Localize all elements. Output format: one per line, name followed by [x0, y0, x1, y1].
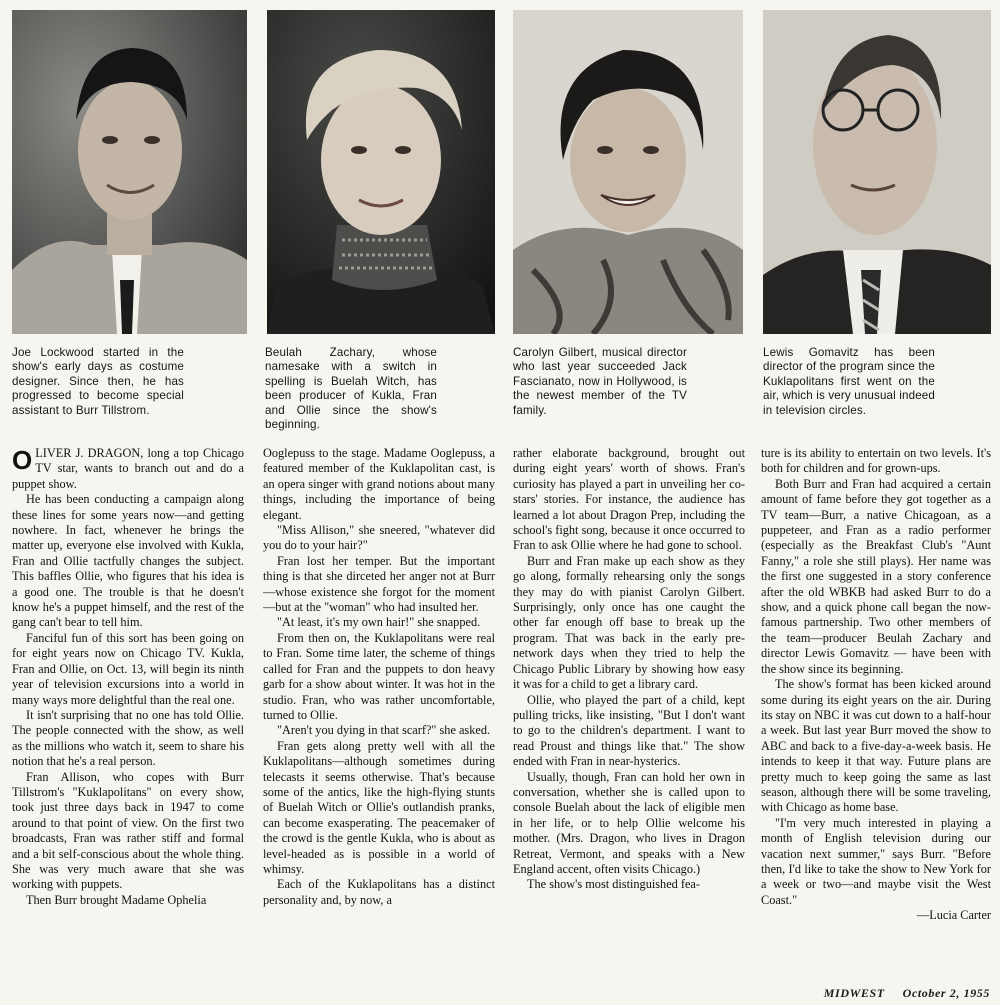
article-paragraph: "Miss Allison," she sneered, "whatever did you do to your hair?" [263, 523, 495, 553]
footer-section-name: MIDWEST [823, 986, 885, 1000]
article-paragraph: "I'm very much interested in playing a month of English television during our vacation next summer," says Burr. "Before then, I'd like to take the show to New York for a week or two—and maybe visit the West Coast." [761, 815, 991, 907]
article-column-4 [761, 446, 991, 981]
page-footer [806, 986, 990, 1001]
article-paragraph: Usually, though, Fran can hold her own in conversation, whether she is called upon to console Buelah about the lack of eligible men in her life, or to help Ollie welcome his mother. (Mrs. Dragon, who lives in Dragon Retreat, Vermont, and speaks with a New England accent, often visits Chicago.) [513, 769, 745, 876]
article-paragraph: Both Burr and Fran had acquired a certain amount of fame before they got together as a TV team—Burr, a native Chicagoan, as a puppeteer, and Fran as a radio performer (especially as the Breakfast Club's "Aunt Fanny," a role she still plays). Her name was the first one suggested in a story conference after the old WBKB had asked Burr to do a show, and a quick phone call began the now-famous partnership. Two other members of the team—producer Beulah Zachary and director Lewis Gomavitz — have been with the show since its beginning. [761, 476, 991, 676]
article-lead-text: LIVER J. DRAGON, long a top Chicago TV star, wants to branch out and do a puppet show. [12, 446, 244, 491]
article-paragraph: It isn't surprising that no one has told Ollie. The people connected with the show, as well as the millions who watch it, seem to share his notion that he's a real person. [12, 707, 244, 769]
portrait-lewis-gomavitz [763, 10, 991, 334]
photo-joe-lockwood [12, 10, 247, 334]
article-paragraph: rather elaborate background, brought out during eight years' worth of shows. Fran's curiosity has played a part in unveiling her co-stars' stories. For instance, the audience has learned a lot about Dragon Prep, including the school's fight song, because it once occurred to Fran to ask Ollie where he had gone to school. [513, 446, 745, 553]
article-paragraph: Fran gets along pretty well with all the Kuklapolitans—although sometimes during telecasts it seems otherwise. That's because some of the antics, like the high-flying stunts of Buelah Witch or Ollie's outlandish pranks, can become exasperating. The peacemaker of the crowd is the gentle Kukla, who is about as level-headed as is possible in a world of whimsy. [263, 738, 495, 876]
article-column-1 [12, 446, 244, 981]
photo-beulah-zachary [267, 10, 495, 334]
article-lead-paragraph [12, 446, 244, 492]
footer-date: October 2, 1955 [902, 986, 990, 1000]
article-paragraph: The show's most distinguished fea- [527, 877, 700, 892]
article-paragraph: Fanciful fun of this sort has been going on for eight years now on Chicago TV. Kukla, Fran and Ollie, on Oct. 13, will begin its ninth year of television excursions into a world in many ways more delightful than the real one. [12, 630, 244, 707]
article-byline: —Lucia Carter [916, 908, 991, 923]
article-paragraph: He has been conducting a campaign along these lines for some years now—and getting nowhere. In fact, whenever he brings the matter up, everyone else involved with Kukla, Fran and Ollie tactfully changes the subject. This baffles Ollie, who figures that his idea is a good one. The trouble is that he doesn't know he's a puppet himself, and the rest of the gang can't bear to tell him. [12, 492, 244, 630]
article-paragraph: From then on, the Kuklapolitans were real to Fran. Some time later, the scheme of things called for Fran and the puppets to don heavy garb for a show about winter. It was hot in the studio. Fran, who was rather uncomfortable, turned to Ollie. [263, 630, 495, 722]
article-paragraph: Burr and Fran make up each show as they go along, formally rehearsing only the songs they may do with pianist Carolyn Gilbert. Surprisingly, only once has one caught the other far enough off base to break up the program. That was back in the early pre-network days when they tried to help the Chicago Public Library by showing how easy it was for a child to get a library card. [513, 553, 745, 692]
photo-lewis-gomavitz [763, 10, 991, 334]
caption-lewis-gomavitz: Lewis Gomavitz has been director of the program since the Kuklapolitans first went on the air, which is very unusual indeed in television circles. [763, 346, 935, 417]
article-paragraph: ture is its ability to entertain on two levels. It's both for children and for grown-ups. [761, 446, 991, 476]
photo-carolyn-gilbert [513, 10, 743, 334]
article-paragraph: Fran lost her temper. But the important thing is that she dirceted her anger not at Burr—whose existence she forgot for the moment—but at the "woman" who had insulted her. [263, 553, 495, 615]
portrait-carolyn-gilbert [513, 10, 743, 334]
caption-joe-lockwood: Joe Lockwood started in the show's early days as costume designer. Since then, he has progressed to become special assistant to Burr Tillstrom. [12, 346, 184, 417]
article-paragraph: Each of the Kuklapolitans has a distinct personality and, by now, a [263, 877, 495, 907]
article-paragraph: "At least, it's my own hair!" she snapped. [277, 615, 481, 630]
article-paragraph: Then Burr brought Madame Ophelia [26, 892, 207, 907]
caption-carolyn-gilbert: Carolyn Gilbert, musical director who last year succeeded Jack Fascianato, now in Hollywood, is the newest member of the TV family. [513, 346, 687, 417]
article-column-3 [513, 446, 745, 981]
article-paragraph: "Aren't you dying in that scarf?" she asked. [277, 723, 491, 738]
caption-beulah-zachary: Beulah Zachary, whose namesake with a switch in spelling is Buelah Witch, has been producer of Kukla, Fran and Ollie since the show's beginning. [265, 346, 437, 432]
article-paragraph: Fran Allison, who copes with Burr Tillstrom's "Kuklapolitans" on every show, took just three days back in 1947 to come around to that point of view. On the first two broadcasts, Fran was rather stiff and formal and a bit self-conscious about the whole thing. She was very much aware that she was working with puppets. [12, 769, 244, 892]
portrait-joe-lockwood [12, 10, 247, 334]
portrait-beulah-zachary [267, 10, 495, 334]
article-paragraph: Ooglepuss to the stage. Madame Ooglepuss, a featured member of the Kuklapolitan cast, is an opera singer with grand notions about many things, including the importance of being elegant. [263, 446, 495, 522]
article-column-2 [263, 446, 495, 981]
article-paragraph: The show's format has been kicked around some during its eight years on the air. During its stay on NBC it was cut down to a half-hour a week. But last year Burr moved the show to ABC and back to a five-day-a-week basis. He intends to keep it that way. Future plans are pretty much to keep going the same as last season, although there will be some traveling, with Chicago as home base. [761, 677, 991, 815]
article-paragraph: Ollie, who played the part of a child, kept pulling tricks, like insisting, "But I don't want to go to the children's department. I want to read Proust and things like that." The show ended with Fran in near-hysterics. [513, 692, 745, 769]
drop-cap: O [12, 446, 33, 475]
